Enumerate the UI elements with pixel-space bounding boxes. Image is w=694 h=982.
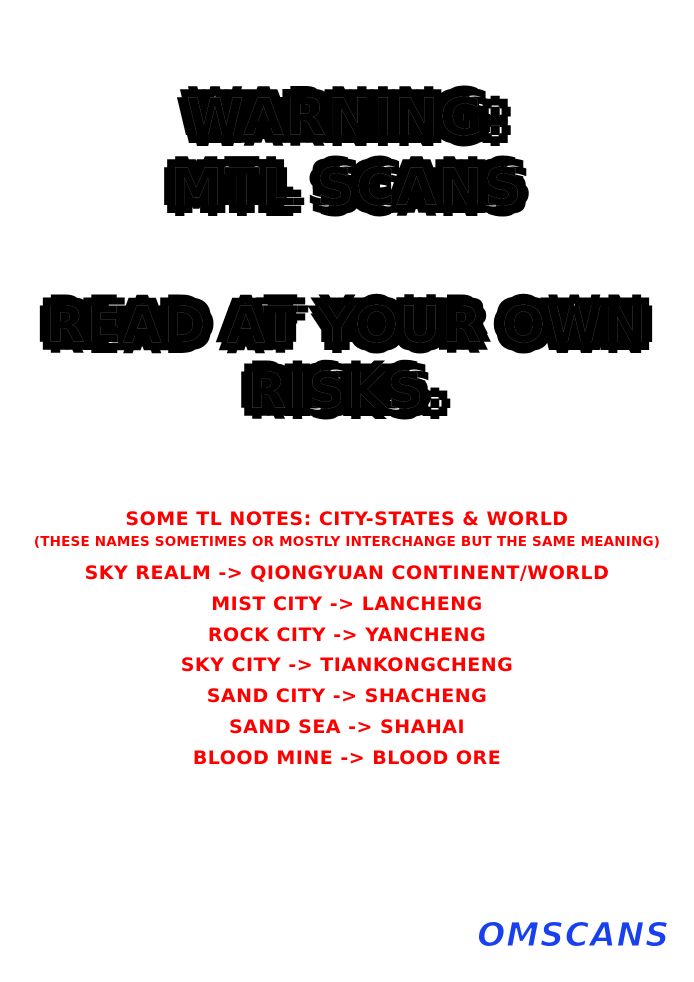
- warning-line-2: MTL SCANS: [170, 158, 524, 218]
- list-item: ROCK CITY -> YANCHENG: [207, 623, 487, 646]
- tl-notes-title: SOME TL NOTES: CITY-STATES & WORLD: [125, 508, 569, 530]
- list-item: SAND CITY -> SHACHENG: [206, 685, 488, 708]
- warning-line-3: READ AT YOUR OWN: [46, 296, 648, 354]
- read-at-own-risk-heading: [0, 296, 694, 420]
- scanlation-watermark: OMSCANS: [477, 915, 670, 954]
- list-item: SKY CITY -> TIANKONGCHENG: [180, 654, 514, 677]
- tl-notes-list: [0, 558, 694, 773]
- list-item: BLOOD MINE -> BLOOD ORE: [192, 746, 502, 769]
- warning-line-4: RISKS.: [247, 362, 447, 420]
- list-item: MIST CITY -> LANCHENG: [211, 592, 483, 615]
- list-item: SKY REALM -> QIONGYUAN CONTINENT/WORLD: [84, 562, 610, 584]
- warning-heading: [0, 88, 694, 218]
- list-item: SAND SEA -> SHAHAI: [228, 715, 466, 738]
- translation-notes: [0, 508, 694, 773]
- tl-notes-subtitle: (THESE NAMES SOMETIMES OR MOSTLY INTERCHANGE BUT THE SAME MEANING): [33, 534, 661, 550]
- warning-line-1: WARNING:: [186, 88, 508, 148]
